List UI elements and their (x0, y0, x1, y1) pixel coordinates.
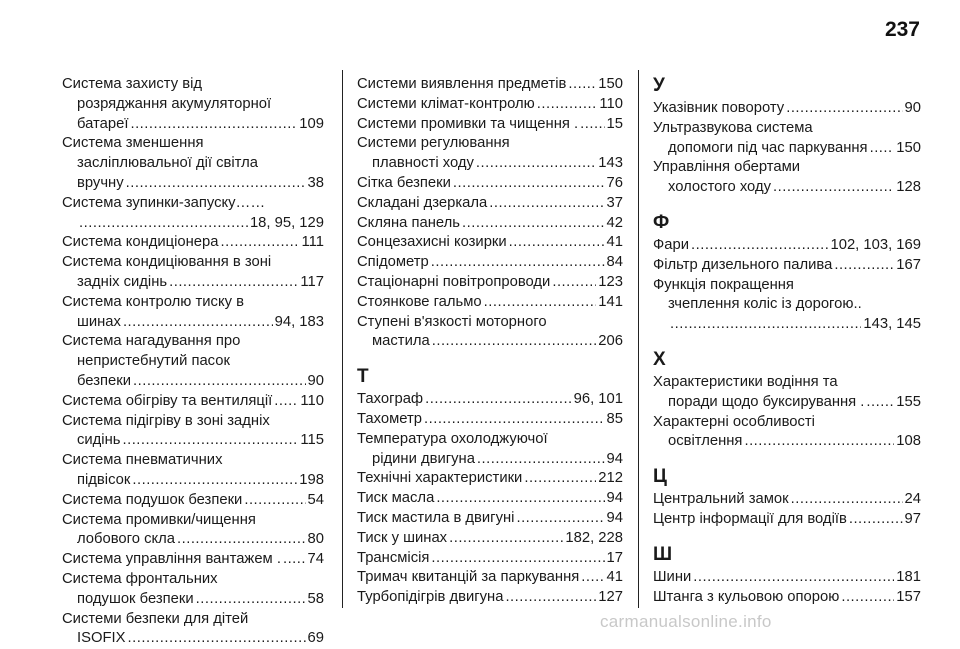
index-entry-term: задніх сидінь (77, 273, 168, 290)
dot-leader (196, 590, 306, 610)
index-entry-text: зчеплення коліс із дорогою.. (668, 296, 862, 313)
index-entry-term: холостого ходу (668, 179, 771, 196)
index-entry-pages[interactable]: 37 (606, 194, 623, 211)
index-entry-text: Управління обертами (653, 159, 801, 176)
index-entry[interactable] (653, 236, 921, 256)
dot-leader (505, 588, 596, 608)
index-entry-term: Тиск мастила в двигуні (357, 509, 515, 526)
index-entry-pages[interactable]: 108 (896, 433, 921, 450)
index-entry-leader-line (653, 393, 921, 413)
dot-leader (693, 568, 894, 588)
index-entry[interactable] (357, 549, 623, 569)
index-entry-term: Технічні характеристики (357, 470, 523, 487)
index-entry-text: Система зупинки-запуску…… (62, 194, 266, 211)
index-entry-leader-line (357, 469, 623, 489)
index-entry[interactable] (357, 313, 623, 353)
index-letter-heading: Ш (653, 543, 673, 565)
index-entry-term: Тахограф (357, 391, 424, 408)
dot-leader (432, 332, 597, 352)
index-entry-term: лобового скла (77, 531, 175, 548)
index-entry-pages[interactable]: 94, 183 (274, 313, 324, 330)
index-entry-leader-line (357, 588, 623, 608)
index-entry[interactable] (653, 568, 921, 588)
index-entry-pages[interactable]: 76 (606, 174, 623, 191)
index-entry-pages[interactable]: 110 (599, 95, 623, 112)
dot-leader (568, 75, 596, 95)
index-entry-leader-line (62, 629, 324, 649)
index-entry-leader-line (653, 588, 921, 608)
index-entry-pages[interactable]: 38 (307, 174, 324, 191)
index-entry-pages[interactable]: 42 (606, 214, 623, 231)
index-entry-leader-line (62, 471, 324, 491)
index-entry-term: допомоги під час паркування (668, 139, 868, 156)
index-entry-term: Система подушок безпеки (62, 491, 243, 508)
index-entry-text: Ультразвукова система (653, 119, 813, 136)
index-entry-term: шинах (77, 313, 121, 330)
index-entry-leader-line (653, 315, 921, 335)
dot-leader (126, 174, 306, 194)
index-entry-pages[interactable]: 102, 103, 169 (830, 236, 921, 253)
index-entry-leader-line (653, 139, 921, 159)
index-letter-heading: Ц (653, 466, 667, 488)
index-entry-pages[interactable]: 24 (904, 491, 921, 508)
index-entry-leader-line (62, 550, 324, 570)
index-entry[interactable] (62, 293, 324, 333)
dot-leader (449, 529, 563, 549)
index-entry-text: Система нагадування про (62, 333, 241, 350)
dot-leader (691, 236, 829, 256)
dot-leader (436, 489, 604, 509)
dot-leader (425, 390, 572, 410)
dot-leader (870, 139, 895, 159)
index-entry-term: Скляна панель (357, 214, 460, 231)
index-entry-leader-line (653, 510, 921, 530)
index-entry-pages[interactable]: 150 (598, 76, 623, 92)
index-entry[interactable] (357, 410, 623, 430)
index-entry-text: Система кондиціювання в зоні (62, 254, 272, 271)
index-entry-term: Тиск у шинах (357, 529, 448, 546)
dot-leader (128, 629, 306, 649)
dot-leader (744, 432, 894, 452)
index-entry-text: Система промивки/чищення (62, 511, 256, 528)
dot-leader (489, 194, 604, 214)
index-entry-term: рідини двигуна (372, 450, 475, 467)
index-entry-text: Ступені в'язкості моторного (357, 313, 547, 330)
index-entry-leader-line (653, 256, 921, 276)
index-entry[interactable] (357, 390, 623, 410)
index-letter-heading: Т (357, 366, 369, 388)
index-entry-term: Система обігріву та вентиляції (62, 392, 273, 409)
index-entry-text: Система пневматичних (62, 452, 223, 469)
dot-leader (841, 588, 894, 608)
index-entry-term: Центральний замок (653, 491, 789, 508)
index-entry-pages[interactable]: 84 (606, 254, 623, 271)
index-entry[interactable] (653, 510, 921, 530)
index-entry[interactable] (62, 75, 324, 134)
dot-leader (79, 214, 248, 234)
index-entry-leader-line (62, 372, 324, 392)
column-divider (638, 70, 639, 608)
dot-leader (431, 549, 604, 569)
index-entry-leader-line (62, 115, 324, 135)
index-entry[interactable] (357, 489, 623, 509)
index-entry[interactable] (62, 194, 324, 234)
index-entry-term: Системи виявлення предметів (357, 76, 567, 92)
page-number: 237 (884, 18, 920, 41)
index-entry[interactable] (62, 511, 324, 551)
index-entry-text: Система фронтальних (62, 570, 218, 587)
index-entry-term: Сітка безпеки (357, 174, 451, 191)
index-letter-heading: Ф (653, 211, 670, 233)
dot-leader (834, 256, 894, 276)
dot-leader (453, 174, 605, 194)
index-entry[interactable] (653, 490, 921, 510)
index-entry-term: Шини (653, 568, 692, 585)
index-column-1 (62, 75, 324, 649)
index-entry-term: батареї (77, 115, 129, 132)
index-entry-leader-line (653, 490, 921, 510)
index-entry[interactable] (62, 451, 324, 491)
index-entry-text: Система контролю тиску в (62, 293, 244, 310)
index-column-2 (357, 75, 623, 608)
index-entry-leader-line (357, 293, 623, 313)
index-entry[interactable] (357, 293, 623, 313)
index-entry-leader-line (653, 178, 921, 198)
index-entry-pages[interactable]: 212 (598, 470, 623, 487)
index-entry-text: Функція покращення (653, 276, 794, 293)
index-entry-term: сидінь (77, 432, 121, 449)
index-entry-term: подушок безпеки (77, 590, 194, 607)
index-entry-term: мастила (372, 333, 430, 350)
index-entry-pages[interactable]: 41 (606, 234, 623, 251)
index-entry[interactable] (357, 214, 623, 234)
index-entry-term: Тиск масла (357, 490, 435, 507)
index-letter-heading: Х (653, 348, 666, 370)
index-entry-leader-line (357, 568, 623, 588)
dot-leader (866, 393, 894, 413)
index-entry[interactable] (653, 158, 921, 198)
index-entry-pages[interactable]: 58 (307, 590, 324, 607)
index-entry-text: Система підігріву в зоні задніх (62, 412, 270, 429)
index-entry-term: Системи промивки та чищення . (357, 115, 579, 132)
index-entry-term: Тримач квитанцій за паркування (357, 569, 580, 586)
index-entry[interactable] (653, 99, 921, 119)
index-entry-pages[interactable]: 97 (904, 510, 921, 527)
index-entry-term: Указівник повороту (653, 100, 785, 116)
index-entry-leader-line (357, 75, 623, 95)
index-entry-term: Штанга з кульовою опорою (653, 588, 840, 605)
index-entry-term: ISOFIX (77, 630, 126, 647)
index-entry[interactable] (357, 469, 623, 489)
dot-leader (524, 469, 596, 489)
dot-leader (283, 550, 306, 570)
index-entry-leader-line (653, 432, 921, 452)
index-entry-term: Системи клімат-контролю (357, 95, 535, 112)
index-entry-pages[interactable]: 143, 145 (863, 316, 921, 333)
dot-leader (221, 233, 300, 253)
index-letter-heading: У (653, 75, 665, 96)
index-entry[interactable] (62, 392, 324, 412)
index-entry-leader-line (62, 431, 324, 451)
index-entry[interactable] (653, 276, 921, 335)
index-entry-leader-line (62, 273, 324, 293)
index-entry[interactable] (653, 373, 921, 413)
index-entry-pages[interactable]: 157 (896, 588, 921, 605)
index-entry-leader-line (357, 253, 623, 273)
index-entry[interactable] (357, 253, 623, 273)
index-entry-term: Фари (653, 236, 689, 253)
index-entry-term: Складані дзеркала (357, 194, 488, 211)
dot-leader (484, 293, 597, 313)
index-entry[interactable] (357, 115, 623, 135)
index-entry-leader-line (357, 154, 623, 174)
index-entry[interactable] (357, 134, 623, 174)
index-entry-leader-line (62, 392, 324, 412)
column-divider (342, 70, 343, 608)
dot-leader (123, 313, 273, 333)
index-entry-leader-line (62, 491, 324, 511)
dot-leader (133, 372, 306, 392)
dot-leader (132, 471, 297, 491)
index-entry-leader-line (357, 174, 623, 194)
index-entry-pages[interactable]: 41 (606, 569, 623, 586)
index-entry[interactable] (653, 413, 921, 453)
index-entry-leader-line (357, 529, 623, 549)
dot-leader (130, 115, 297, 135)
index-entry-text: Характеристики водіння та (653, 373, 838, 390)
index-entry-pages[interactable]: 206 (598, 333, 623, 350)
index-entry-pages[interactable]: 117 (300, 273, 324, 290)
dot-leader (537, 95, 598, 115)
index-entry-term: Стоянкове гальмо (357, 293, 482, 310)
index-entry-pages[interactable]: 15 (606, 115, 623, 132)
index-entry-text: Системи безпеки для дітей (62, 610, 249, 627)
index-entry-pages[interactable]: 167 (896, 256, 921, 273)
index-entry[interactable] (62, 233, 324, 253)
dot-leader (177, 530, 306, 550)
dot-leader (552, 273, 596, 293)
index-entry-leader-line (62, 214, 324, 234)
index-entry-text: Система захисту від (62, 76, 203, 92)
index-entry-term: Система управління вантажем . (62, 551, 281, 568)
index-entry-text: засліплювальної дії світла (77, 155, 258, 172)
index-entry[interactable] (62, 412, 324, 452)
index-entry-pages[interactable]: 94 (606, 450, 623, 467)
dot-leader (431, 253, 605, 273)
index-entry-leader-line (62, 313, 324, 333)
index-entry-pages[interactable]: 155 (896, 393, 921, 410)
index-entry[interactable] (62, 253, 324, 293)
index-entry[interactable] (653, 256, 921, 276)
index-entry[interactable] (653, 588, 921, 608)
index-entry-leader-line (357, 194, 623, 214)
index-entry-term: Фільтр дизельного палива (653, 256, 833, 273)
index-entry-leader-line (653, 99, 921, 119)
dot-leader (169, 273, 298, 293)
index-entry-term: Стаціонарні повітропроводи (357, 273, 551, 290)
index-entry-pages[interactable]: 150 (896, 139, 921, 156)
index-entry-term: Сонцезахисні козирки (357, 234, 507, 251)
index-entry-pages[interactable]: 181 (896, 568, 921, 585)
watermark: carmanualsonline.info (600, 612, 772, 631)
dot-leader (580, 115, 604, 135)
index-entry[interactable] (62, 550, 324, 570)
index-entry[interactable] (357, 588, 623, 608)
index-column-3 (653, 75, 921, 607)
index-entry-pages[interactable]: 141 (598, 293, 623, 310)
index-entry-term: вручну (77, 174, 124, 191)
index-entry-term: Центр інформації для водіїв (653, 510, 847, 527)
index-entry-pages[interactable]: 74 (307, 551, 324, 568)
index-entry-leader-line (357, 489, 623, 509)
index-entry-text: Характерні особливості (653, 413, 815, 430)
index-entry-leader-line (357, 115, 623, 135)
index-entry-pages[interactable]: 127 (598, 589, 623, 606)
index-entry-term: освітлення (668, 433, 743, 450)
index-entry-term: безпеки (77, 372, 131, 389)
dot-leader (476, 154, 596, 174)
index-entry[interactable] (62, 570, 324, 610)
dot-leader (424, 410, 605, 430)
index-entry-pages[interactable]: 111 (301, 234, 324, 251)
index-entry-leader-line (62, 530, 324, 550)
index-entry-leader-line (357, 332, 623, 352)
index-entry-leader-line (357, 410, 623, 430)
index-entry-leader-line (357, 214, 623, 234)
index-entry-text: Температура охолоджуючої (357, 430, 548, 447)
index-entry-pages[interactable]: 110 (300, 392, 324, 409)
dot-leader (791, 490, 903, 510)
index-entry-pages[interactable]: 96, 101 (573, 391, 623, 408)
index-entry[interactable] (62, 491, 324, 511)
index-entry-text: розряджання акумуляторної (77, 95, 272, 112)
index-entry-pages[interactable]: 182, 228 (565, 529, 623, 546)
index-entry[interactable] (357, 233, 623, 253)
index-entry[interactable] (357, 568, 623, 588)
dot-leader (477, 450, 605, 470)
index-entry-pages[interactable]: 123 (598, 273, 623, 290)
index-entry-pages[interactable]: 198 (299, 471, 324, 488)
index-entry[interactable] (62, 610, 324, 649)
index-entry-pages[interactable]: 128 (896, 179, 921, 196)
index-entry-text: непристебнутий пасок (77, 353, 230, 370)
index-entry[interactable] (357, 75, 623, 95)
dot-leader (122, 431, 298, 451)
index-entry-leader-line (653, 568, 921, 588)
index-entry-leader-line (357, 273, 623, 293)
index-entry-pages[interactable]: 54 (307, 491, 324, 508)
index-entry-leader-line (357, 95, 623, 115)
index-entry-leader-line (653, 236, 921, 256)
dot-leader (849, 510, 903, 530)
index-entry-pages[interactable]: 143 (598, 155, 623, 172)
index-entry-leader-line (357, 549, 623, 569)
index-entry[interactable] (357, 430, 623, 470)
dot-leader (670, 315, 861, 335)
index-entry[interactable] (357, 95, 623, 115)
index-entry-pages[interactable]: 90 (904, 100, 921, 116)
index-entry[interactable] (357, 529, 623, 549)
index-entry-pages[interactable]: 17 (606, 549, 623, 566)
index-entry-term: плавності ходу (372, 155, 474, 172)
index-entry-term: Тахометр (357, 410, 422, 427)
index-entry-pages[interactable]: 18, 95, 129 (249, 214, 324, 231)
index-entry-leader-line (357, 450, 623, 470)
index-entry-pages[interactable]: 69 (307, 630, 324, 647)
index-entry-pages[interactable]: 115 (300, 432, 324, 449)
index-entry-leader-line (62, 590, 324, 610)
dot-leader (244, 491, 305, 511)
index-entry-leader-line (357, 390, 623, 410)
index-entry[interactable] (62, 332, 324, 391)
dot-leader (462, 214, 605, 234)
index-entry-leader-line (357, 233, 623, 253)
index-entry[interactable] (357, 174, 623, 194)
index-entry-leader-line (62, 174, 324, 194)
index-entry-pages[interactable]: 94 (606, 509, 623, 526)
index-entry-term: підвісок (77, 471, 131, 488)
index-entry[interactable] (62, 134, 324, 193)
index-entry-pages[interactable]: 109 (299, 115, 324, 132)
index-entry-leader-line (62, 233, 324, 253)
dot-leader (516, 509, 604, 529)
index-entry-text: Система зменшення (62, 135, 204, 152)
dot-leader (786, 99, 902, 119)
index-entry-term: Трансмісія (357, 549, 430, 566)
index-entry-term: Система кондиціонера (62, 234, 219, 251)
index-entry[interactable] (357, 273, 623, 293)
index-entry-term: Турбопідігрів двигуна (357, 589, 504, 606)
index-entry[interactable] (653, 119, 921, 159)
index-entry[interactable] (357, 194, 623, 214)
index-entry-leader-line (357, 509, 623, 529)
index-entry-term: поради щодо буксирування . (668, 393, 865, 410)
dot-leader (773, 178, 894, 198)
index-entry-pages[interactable]: 90 (307, 372, 324, 389)
dot-leader (274, 392, 298, 412)
index-entry-pages[interactable]: 94 (606, 490, 623, 507)
dot-leader (509, 233, 605, 253)
index-entry-term: Спідометр (357, 254, 429, 271)
index-entry-pages[interactable]: 80 (307, 531, 324, 548)
index-entry-text: Системи регулювання (357, 135, 510, 152)
dot-leader (581, 568, 604, 588)
index-entry-pages[interactable]: 85 (606, 410, 623, 427)
index-entry[interactable] (357, 509, 623, 529)
